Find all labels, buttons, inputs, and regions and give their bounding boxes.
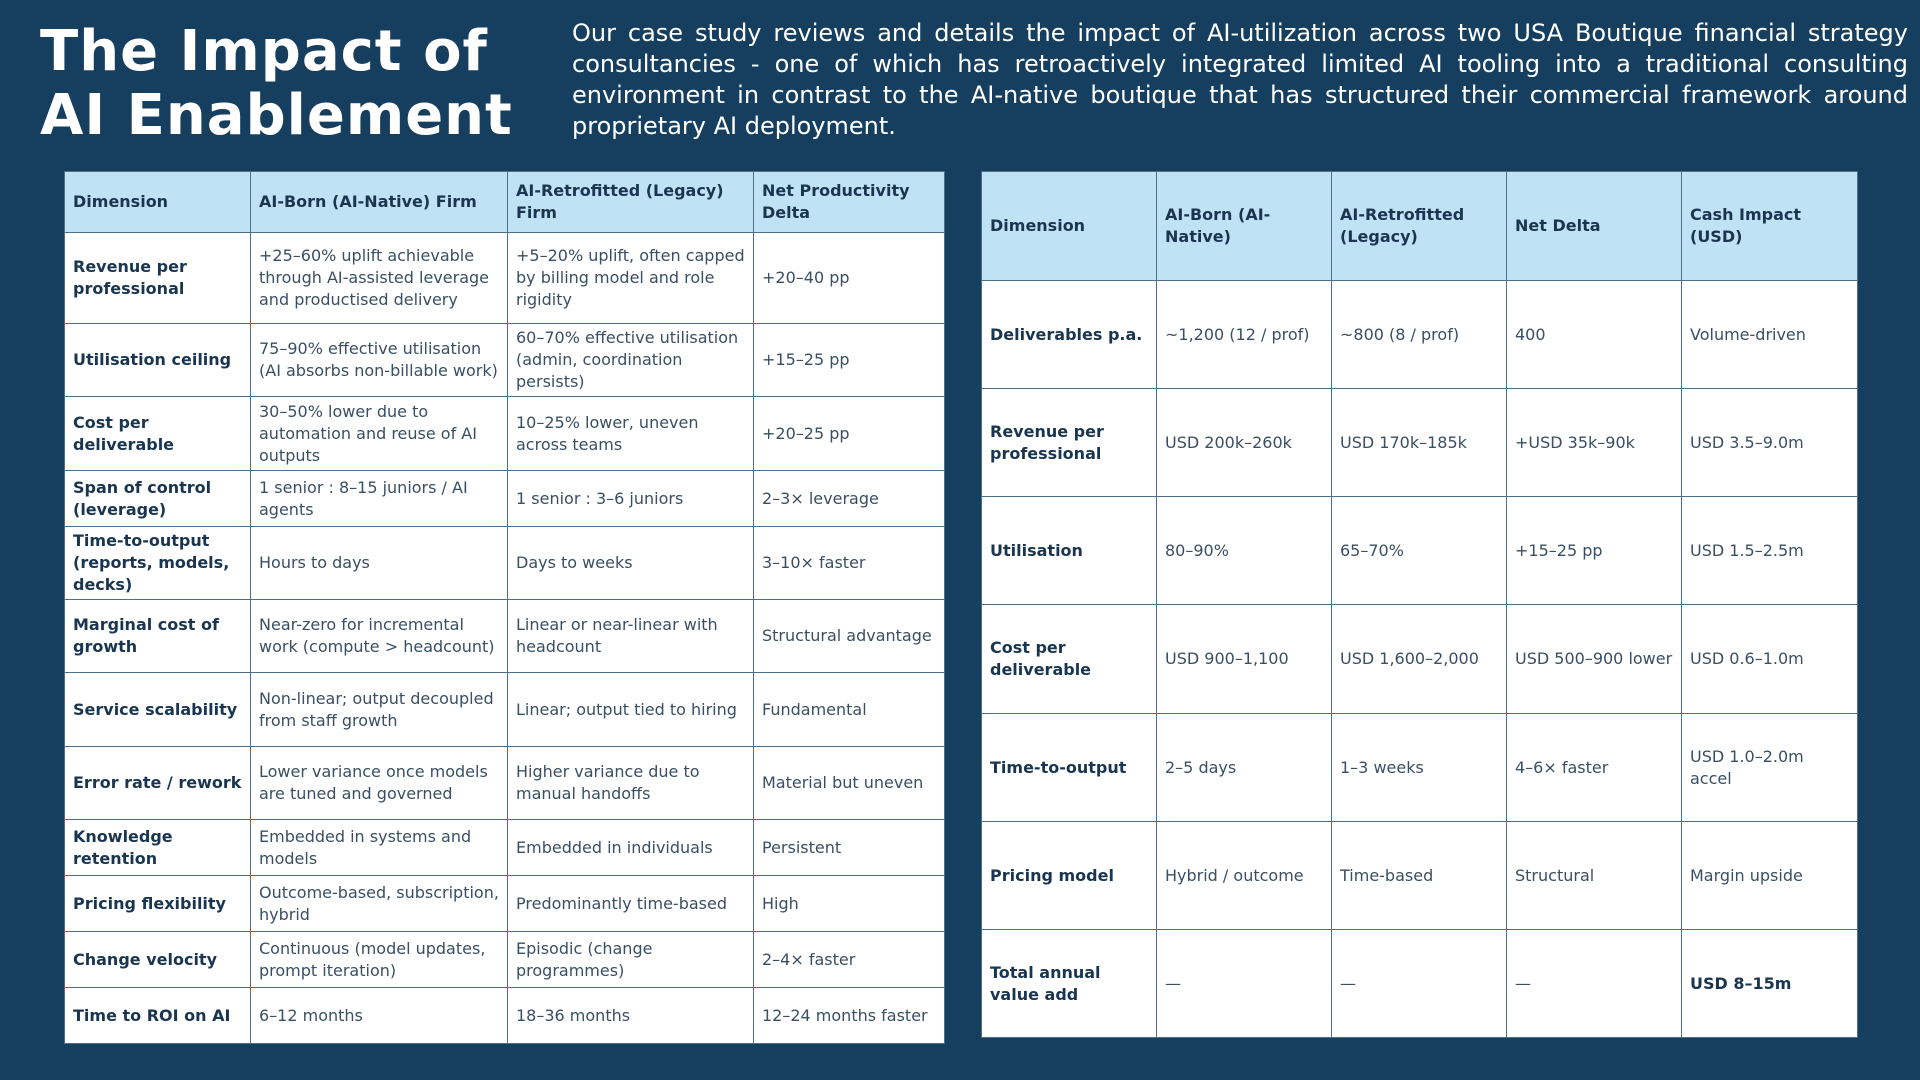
table-row (982, 389, 1858, 497)
table-row (982, 497, 1858, 605)
table-row (982, 714, 1858, 822)
table-cell: 1 senior : 3–6 juniors (508, 471, 754, 527)
table-cell: USD 200k–260k (1157, 389, 1332, 497)
column-header: AI-Retrofitted (Legacy) Firm (508, 172, 754, 233)
table-cell: 60–70% effective utilisation (admin, coordination persists) (508, 324, 754, 397)
intro-paragraph: Our case study reviews and details the impact of AI-utilization across two USA Boutique financial strategy consultancies - one of which has retroactively integrated limited AI tooling into a traditional consulting environment in contrast to the AI-native boutique that has structured their commercial framework around proprietary AI deployment. (572, 19, 1908, 140)
table-cell: 75–90% effective utilisation (AI absorbs non-billable work) (251, 324, 508, 397)
column-header: AI-Born (AI-Native) Firm (251, 172, 508, 233)
column-header: Net Delta (1507, 172, 1682, 281)
table-cell: 80–90% (1157, 497, 1332, 605)
table-cell: USD 0.6–1.0m (1682, 605, 1858, 714)
table-row (65, 471, 945, 527)
table-cell: 6–12 months (251, 988, 508, 1044)
table-row (982, 281, 1858, 389)
table-cell: Structural (1507, 822, 1682, 930)
table-cell: Non-linear; output decoupled from staff growth (251, 673, 508, 747)
table-cell: Days to weeks (508, 527, 754, 600)
table-cell: 2–4× faster (754, 932, 945, 988)
table-row (65, 233, 945, 324)
page-title: The Impact of AI Enablement (40, 19, 513, 148)
table-cell: USD 500–900 lower (1507, 605, 1682, 714)
row-dimension-label: Revenue per professional (65, 233, 251, 324)
row-dimension-label: Deliverables p.a. (982, 281, 1157, 389)
table-cell: Predominantly time-based (508, 876, 754, 932)
table-cell: +15–25 pp (754, 324, 945, 397)
table-cell: USD 1,600–2,000 (1332, 605, 1507, 714)
table-cell: +20–40 pp (754, 233, 945, 324)
table-cell: 4–6× faster (1507, 714, 1682, 822)
table-cell: Structural advantage (754, 600, 945, 673)
table-cell: 18–36 months (508, 988, 754, 1044)
table-cell: 30–50% lower due to automation and reuse of AI outputs (251, 397, 508, 471)
row-dimension-label: Knowledge retention (65, 820, 251, 876)
row-dimension-label: Error rate / rework (65, 747, 251, 820)
table-cell: ~1,200 (12 / prof) (1157, 281, 1332, 389)
table-cell: Time-based (1332, 822, 1507, 930)
column-header: Dimension (982, 172, 1157, 281)
productivity-comparison-table (64, 171, 945, 1044)
cash-impact-table (981, 171, 1858, 1038)
table-cell: 3–10× faster (754, 527, 945, 600)
table-cell: 65–70% (1332, 497, 1507, 605)
row-dimension-label: Pricing flexibility (65, 876, 251, 932)
table-cell: ~800 (8 / prof) (1332, 281, 1507, 389)
column-header: Dimension (65, 172, 251, 233)
row-dimension-label: Utilisation ceiling (65, 324, 251, 397)
column-header: AI-Born (AI-Native) (1157, 172, 1332, 281)
table-cell: +20–25 pp (754, 397, 945, 471)
table-cell: +USD 35k–90k (1507, 389, 1682, 497)
table-row (65, 527, 945, 600)
column-header: AI-Retrofitted (Legacy) (1332, 172, 1507, 281)
table-cell: Persistent (754, 820, 945, 876)
table-cell: 1–3 weeks (1332, 714, 1507, 822)
column-header: Net Productivity Delta (754, 172, 945, 233)
table-cell: Hybrid / outcome (1157, 822, 1332, 930)
table-header-row (982, 172, 1858, 281)
table-cell: 2–3× leverage (754, 471, 945, 527)
table-cell: USD 3.5–9.0m (1682, 389, 1858, 497)
table-cell: 12–24 months faster (754, 988, 945, 1044)
table-row (65, 747, 945, 820)
table-row (65, 324, 945, 397)
table-cell: — (1507, 930, 1682, 1038)
table-cell: USD 170k–185k (1332, 389, 1507, 497)
column-header: Cash Impact (USD) (1682, 172, 1858, 281)
table-cell: Embedded in systems and models (251, 820, 508, 876)
table-cell: USD 8–15m (1682, 930, 1858, 1038)
table-cell: Higher variance due to manual handoffs (508, 747, 754, 820)
table-cell: +5–20% uplift, often capped by billing model and role rigidity (508, 233, 754, 324)
table-header-row (65, 172, 945, 233)
table-cell: Episodic (change programmes) (508, 932, 754, 988)
table-row (65, 820, 945, 876)
table-row (65, 600, 945, 673)
table-cell: 10–25% lower, uneven across teams (508, 397, 754, 471)
table-cell: Fundamental (754, 673, 945, 747)
table-row (65, 988, 945, 1044)
table-row (65, 876, 945, 932)
row-dimension-label: Span of control (leverage) (65, 471, 251, 527)
table-cell: Volume-driven (1682, 281, 1858, 389)
table-cell: Linear or near-linear with headcount (508, 600, 754, 673)
row-dimension-label: Pricing model (982, 822, 1157, 930)
row-dimension-label: Total annual value add (982, 930, 1157, 1038)
row-dimension-label: Marginal cost of growth (65, 600, 251, 673)
table-row (982, 822, 1858, 930)
table-cell: Linear; output tied to hiring (508, 673, 754, 747)
row-dimension-label: Time-to-output (reports, models, decks) (65, 527, 251, 600)
table-row (65, 397, 945, 471)
table-cell: Embedded in individuals (508, 820, 754, 876)
table-cell: Continuous (model updates, prompt iteration) (251, 932, 508, 988)
table-row (982, 605, 1858, 714)
table-cell: 2–5 days (1157, 714, 1332, 822)
table-cell: USD 1.5–2.5m (1682, 497, 1858, 605)
table-row (65, 932, 945, 988)
table-row (65, 673, 945, 747)
table-cell: USD 900–1,100 (1157, 605, 1332, 714)
table-cell: — (1332, 930, 1507, 1038)
table-row (982, 930, 1858, 1038)
table-cell: +15–25 pp (1507, 497, 1682, 605)
row-dimension-label: Time to ROI on AI (65, 988, 251, 1044)
table-cell: +25–60% uplift achievable through AI-assisted leverage and productised delivery (251, 233, 508, 324)
row-dimension-label: Change velocity (65, 932, 251, 988)
table-cell: High (754, 876, 945, 932)
table-cell: Near-zero for incremental work (compute > headcount) (251, 600, 508, 673)
row-dimension-label: Utilisation (982, 497, 1157, 605)
table-cell: Outcome-based, subscription, hybrid (251, 876, 508, 932)
table-cell: Hours to days (251, 527, 508, 600)
table-cell: 400 (1507, 281, 1682, 389)
row-dimension-label: Time-to-output (982, 714, 1157, 822)
row-dimension-label: Service scalability (65, 673, 251, 747)
table-cell: 1 senior : 8–15 juniors / AI agents (251, 471, 508, 527)
table-cell: USD 1.0–2.0m accel (1682, 714, 1858, 822)
table-cell: Material but uneven (754, 747, 945, 820)
row-dimension-label: Cost per deliverable (65, 397, 251, 471)
table-cell: Margin upside (1682, 822, 1858, 930)
row-dimension-label: Cost per deliverable (982, 605, 1157, 714)
table-cell: — (1157, 930, 1332, 1038)
table-cell: Lower variance once models are tuned and governed (251, 747, 508, 820)
row-dimension-label: Revenue per professional (982, 389, 1157, 497)
